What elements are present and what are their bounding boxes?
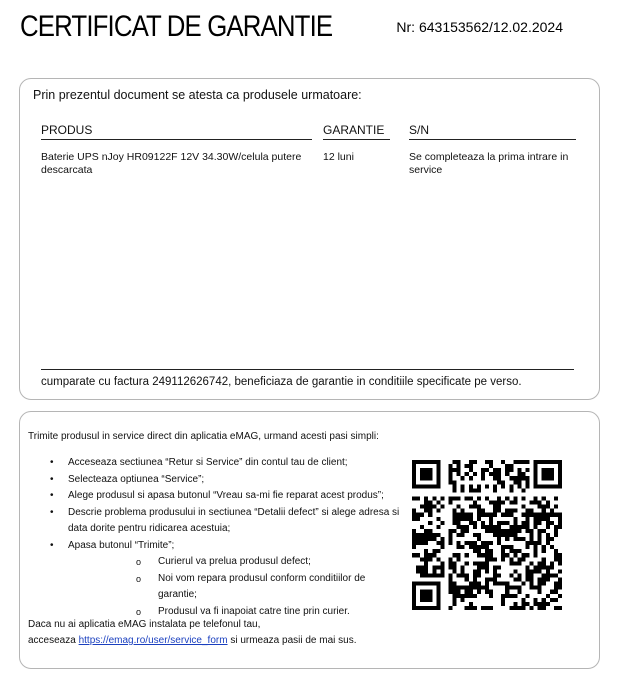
- service-substeps-list: [68, 554, 400, 620]
- list-item-label: Apasa butonul “Trimite”;: [68, 539, 175, 551]
- table-bottom-divider: [41, 369, 574, 370]
- invoice-statement: cumparate cu factura 249112626742, beneficiaza de garantie in conditiile specificate pe verso.: [41, 376, 522, 388]
- column-header-sn: S/N: [409, 123, 576, 140]
- qr-code-icon: [412, 460, 562, 610]
- table-cell-product: Baterie UPS nJoy HR09122F 12V 34.30W/celula putere descarcata: [41, 151, 302, 176]
- footer-prefix: acceseaza: [28, 635, 79, 646]
- service-steps-list: [20, 455, 400, 620]
- document-title: CERTIFICAT DE GARANTIE: [20, 10, 333, 43]
- table-cell-sn: Se completeaza la prima intrare in service: [409, 151, 569, 176]
- footer-suffix: si urmeaza pasii de mai sus.: [227, 635, 357, 646]
- column-header-product: PRODUS: [41, 123, 312, 140]
- list-item: • Acceseaza sectiunea “Retur si Service” din contul tau de client;: [20, 455, 400, 472]
- list-item: • Descrie problema produsului in sectiunea “Detalii defect” si alege adresa si data dorite pentru ridicarea acestuia;: [20, 505, 400, 538]
- footer-note: Daca nu ai aplicatia eMAG instalata pe telefonul tau,: [28, 619, 261, 630]
- certificate-box: [19, 78, 600, 400]
- certificate-number: Nr: 643153562/12.02.2024: [396, 19, 563, 35]
- service-instructions-box: [19, 411, 600, 669]
- list-item: o Curierul va prelua produsul defect;: [68, 554, 400, 571]
- list-item: o Noi vom repara produsul conform conditiilor de garantie;: [68, 571, 400, 604]
- column-header-warranty: GARANTIE: [323, 123, 390, 140]
- table-cell-warranty: 12 luni: [323, 151, 354, 163]
- certificate-intro: Prin prezentul document se atesta ca produsele urmatoare:: [33, 88, 362, 102]
- service-intro: Trimite produsul in service direct din aplicatia eMAG, urmand acesti pasi simpli:: [28, 431, 379, 442]
- list-item: • Selecteaza optiunea “Service”;: [20, 472, 400, 489]
- service-form-link[interactable]: https://emag.ro/user/service_form: [78, 635, 228, 646]
- list-item: • Alege produsul si apasa butonul “Vreau sa-mi fie reparat acest produs”;: [20, 488, 400, 505]
- list-item: o Produsul va fi inapoiat catre tine prin curier.: [68, 604, 400, 621]
- list-item: [20, 538, 400, 621]
- footer-link-line: [28, 633, 357, 648]
